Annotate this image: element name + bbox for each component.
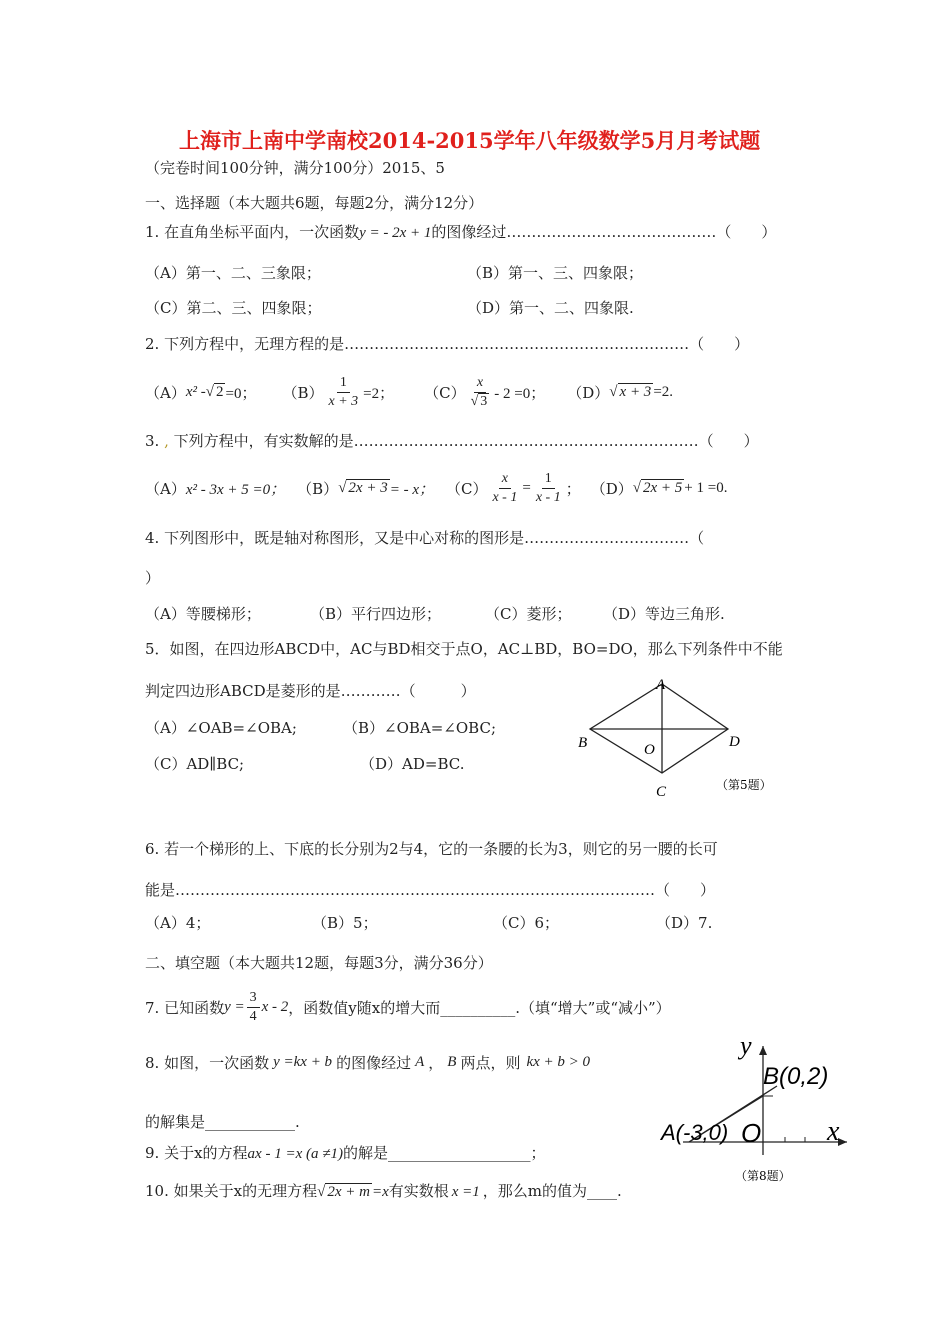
q4-option-b: （B）平行四边形；	[310, 605, 442, 623]
section-heading-choice: 一、选择题（本大题共6题，每题2分，满分12分）	[145, 194, 484, 212]
q6-option-d: （D）7.	[656, 914, 713, 932]
q6-option-a: （A）4；	[145, 914, 211, 932]
section-heading-fill: 二、填空题（本大题共12题，每题3分，满分36分）	[145, 954, 493, 972]
q1-option-b: （B）第一、三、四象限；	[467, 264, 644, 282]
question-7: 7. 已知函数 y = $\frac{3}{4}$ x - 2 ，函数值y随x的增大而__________.（填“增大”或“减小”）	[145, 989, 671, 1024]
vertex-label-d: D	[729, 734, 740, 750]
question-6: 6. 若一个梯形的上、下底的长分别为2与4，它的一条腰的长为3，则它的另一腰的长可	[145, 840, 718, 858]
question-9: 9. 关于x的方程ax - 1 =x (a ≠1)的解是___________________；	[145, 1144, 546, 1162]
point-label-b: B(0,2)	[763, 1063, 829, 1090]
question-6-cont: 能是……………………………………………………………………………………（ ）	[145, 881, 716, 899]
origin-label: O	[741, 1118, 762, 1148]
figure-caption: （第5题）	[716, 778, 772, 792]
question-4: 4. 下列图形中，既是轴对称图形，又是中心对称的图形是……………………………（	[145, 529, 705, 547]
question-5-cont: 判定四边形ABCD是菱形的是…………（ ）	[145, 682, 476, 700]
question-1: 1. 在直角坐标平面内，一次函数y = - 2x + 1的图像经过……………………………………（ ）	[145, 223, 777, 241]
q5-option-a: （A）∠OAB=∠OBA;	[145, 719, 297, 737]
q5-option-c: （C）AD∥BC;	[145, 755, 245, 773]
q4-option-a: （A）等腰梯形；	[145, 605, 261, 623]
q1-option-d: （D）第一、二、四象限.	[467, 299, 634, 317]
fraction: $\frac{x}{√ 3}$	[470, 374, 488, 409]
fraction: $\frac{x}{x - 1}$	[492, 470, 518, 505]
vertex-label-a: A	[656, 677, 666, 693]
vertex-label-b: B	[578, 735, 588, 751]
axis-label-y: y	[740, 1031, 752, 1060]
line-graph-figure	[655, 1030, 855, 1190]
fraction: $\frac{1}{x + 3}$	[328, 374, 359, 409]
exam-info: （完卷时间100分钟，满分100分）2015、5	[145, 159, 445, 177]
q4-option-d: （D）等边三角形.	[603, 605, 725, 623]
y-axis-arrow	[759, 1046, 767, 1055]
q5-option-b: （B）∠OBA=∠OBC;	[343, 719, 497, 737]
figure-caption: （第8题）	[735, 1169, 791, 1183]
math-expr: y = - 2x + 1	[359, 225, 432, 241]
question-8-cont: 的解集是____________.	[145, 1113, 300, 1131]
center-label-o: O	[644, 742, 655, 758]
question-5: 5．如图，在四边形ABCD中，AC与BD相交于点O，AC⊥BD，BO=DO，那么下列条件中不能	[145, 640, 783, 658]
q3-options: （A） x² - 3x + 5 =0； （B） √ 2x + 3 = - x； （C） $\frac{x}{x - 1}$ = $\frac{1}{x - 1}$ ； （D） √ 2x + 5 + 1 =0.	[145, 470, 728, 505]
question-3: 3. , 下列方程中，有实数解的是……………………………………………………………（ ）	[145, 432, 759, 450]
stray-mark: ,	[159, 432, 169, 450]
fraction: $\frac{1}{x - 1}$	[535, 470, 561, 505]
q6-option-c: （C）6；	[493, 914, 560, 932]
question-10: 10. 如果关于x的无理方程√ 2x + m =x有实数根 x =1 ，那么m的值为____.	[145, 1182, 622, 1200]
question-2: 2. 下列方程中，无理方程的是……………………………………………………………（ ）	[145, 335, 750, 353]
rhombus-figure	[570, 672, 800, 807]
q5-option-d: （D）AD=BC.	[360, 755, 465, 773]
q4-option-c: （C）菱形；	[485, 605, 572, 623]
question-8: 8. 如图，一次函数 y =kx + b 的图像经过 A ， B 两点，则 kx + b > 0	[145, 1053, 591, 1072]
point-label-a: A(-3,0)	[661, 1120, 729, 1145]
fraction: $\frac{3}{4}$	[247, 989, 260, 1026]
axis-label-x: x	[827, 1116, 840, 1147]
q1-option-a: （A）第一、二、三象限；	[145, 264, 321, 282]
q6-option-b: （B）5；	[312, 914, 378, 932]
question-4-cont: ）	[145, 569, 161, 587]
q1-option-c: （C）第二、三、四象限；	[145, 299, 322, 317]
vertex-label-c: C	[656, 784, 667, 800]
q2-options: （A） x² - √ 2 =0； （B） $\frac{1}{x + 3}$ =2； （C） $\frac{x}{√ 3}$ - 2 =0； （D） √ x + 3 =2.	[145, 374, 674, 409]
page-title: 上海市上南中学南校2014-2015学年八年级数学5月月考试题	[179, 128, 761, 153]
